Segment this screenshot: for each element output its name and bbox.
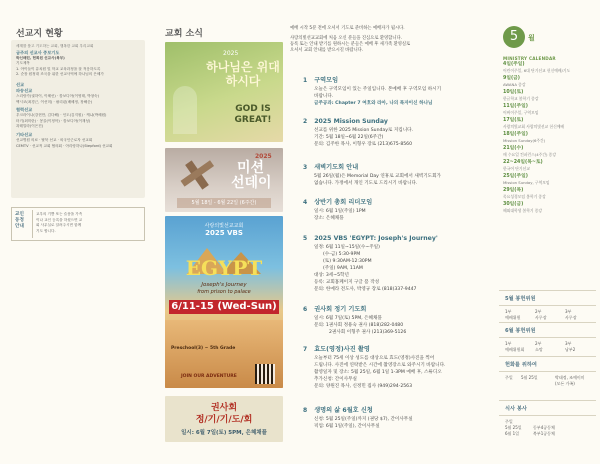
poster1-main-title: 하나님은 위대하시다	[206, 60, 280, 88]
item6-num: 6	[303, 306, 308, 313]
flower-service	[499, 356, 596, 387]
cell: 3부	[565, 309, 572, 314]
offering-june-title: 6월 봉헌위원	[505, 328, 536, 334]
calendar-event	[503, 146, 595, 157]
cell: 2부	[535, 341, 542, 346]
poster1-figure-shape	[173, 86, 197, 134]
cell: 주일	[505, 375, 513, 380]
member-notice-label: 교인 동정 안내	[15, 212, 24, 229]
event-desc: Mission Sunday(6주간)	[503, 138, 546, 143]
calendar-event	[503, 104, 595, 115]
poster2-title-line1: 미션	[237, 160, 265, 176]
cell: 2부	[535, 309, 542, 314]
poster3-title: EGYPT	[185, 256, 263, 280]
event-date: 22~24일(목~토)	[503, 160, 543, 165]
event-desc: 한글학교 봄학기 종강	[503, 96, 539, 101]
item6-l2: 문의: 1권사회 정용숙 권사 (818)282-0480	[314, 323, 404, 328]
announce-item-4	[303, 189, 495, 222]
flower-title: 헌화를 위하여	[505, 362, 537, 368]
item5-title: 2025 VBS 'EGYPT: Joseph's Journey'	[314, 235, 438, 242]
item7-title: 효도(영정)사진 촬영	[314, 346, 370, 353]
poster-mission-sunday[interactable]	[165, 148, 283, 212]
item2-l1: 선교를 위한 2025 Mission Sunday로 지킵니다.	[314, 128, 414, 133]
mission-sec1-title: 금주의 선교사 중보기도	[16, 49, 60, 55]
announce-intro1: 예배 시작 5분 전에 오셔서 기도로 준비하는 예배자가 됩시다.	[290, 26, 405, 31]
cell: 사무장	[535, 315, 547, 320]
announce-item-5	[303, 225, 495, 293]
poster2-year: 2025	[255, 153, 272, 160]
event-desc: AWANA 종강	[503, 82, 526, 87]
item8-num: 8	[303, 407, 308, 414]
poster2-title-line2: 선데이	[231, 175, 272, 191]
mission-sec4-l2: 터키(최미란) · 몽골(이정아) · 캄보디아(이재성)	[16, 118, 91, 123]
cell: 1부	[505, 309, 512, 314]
item1-num: 1	[303, 77, 308, 84]
calendar-event	[503, 132, 595, 143]
announce-intro4: 오셔서 교회 안내를 받으시길 바랍니다.	[290, 48, 364, 53]
item5-l5: 대상: 3세~5학년	[314, 273, 349, 278]
item4-l2: 장소: 은혜채플	[314, 216, 344, 221]
item2-l2: 기간: 5월 18일~6월 22일(6주간)	[314, 135, 384, 140]
item4-num: 4	[303, 199, 308, 206]
event-date: 21일(수)	[503, 146, 524, 151]
mission-sec1-p1: 1. 아이들이 유치원 및 학교 교육과정을 잘 적응하도록	[16, 66, 101, 71]
item7-l1: 오늘부터 75세 이상 성도를 대상으로 효도(영정)사진을 찍어	[314, 356, 435, 361]
event-desc: Mission Sunday, 구역모임	[503, 180, 550, 185]
offering-may-title: 5월 봉헌위원	[505, 296, 536, 302]
cell: 예배위원	[505, 315, 521, 320]
cell: 5월 25일	[521, 375, 538, 380]
cell: 남부2	[565, 347, 576, 352]
calendar-event	[503, 62, 595, 73]
announce-item-8	[303, 397, 495, 430]
event-date: 25일(주일)	[503, 174, 528, 179]
calendar-event	[503, 202, 595, 213]
cell: 사무장	[565, 315, 577, 320]
month-circle: 5	[503, 26, 525, 48]
calendar-list	[503, 62, 595, 213]
meal-title: 식사 봉사	[505, 406, 527, 412]
member-notice-text2: 이나 교인 등록을 하셨으면 교	[36, 217, 83, 222]
event-desc: 한국어 단기선교	[503, 166, 530, 171]
poster3-age: Preschool(3) ~ 5th Grade	[171, 346, 236, 351]
cell: 5월 25일	[505, 425, 522, 430]
calendar-event	[503, 90, 595, 101]
poster3-sub1: Joseph's Journey	[201, 282, 247, 288]
item1-l1: 오늘은 구역모임이 있는 주일입니다. 본예배 후 구역모임 하시기	[314, 87, 442, 92]
cell: 박태정, 조예이미	[555, 375, 585, 380]
event-date: 4일(주일)	[503, 62, 525, 67]
item2-title: 2025 Mission Sunday	[314, 118, 388, 125]
member-notice-text3: 회 사무실로 알려주시면 함께	[36, 223, 82, 228]
divider	[499, 371, 596, 372]
poster3-date: 6/11-15 (Wed-Sun)	[169, 300, 279, 314]
cell: 주일	[505, 419, 513, 424]
poster1-year: 2025	[223, 50, 239, 57]
item5-l6: 등록: 교회홈페이지 구글 폼 작성	[314, 280, 380, 285]
member-notice-text4: 기도 합니다.	[36, 228, 56, 233]
member-notice-box	[11, 207, 145, 241]
item5-l3: (토) 9:30AM-12:30PM	[323, 259, 372, 264]
mission-intro: 세계를 품고 기도하는 교회, 행복한 교회 우리교회	[16, 44, 94, 48]
divider	[499, 305, 596, 306]
item7-l3: 촬영일자 및 장소: 5월 25일, 6월 1일 1-3PM 예배 후, 스튜디오	[314, 370, 442, 375]
mission-sec5-title: 기타선교	[16, 131, 33, 137]
event-date: 17일(토)	[503, 118, 524, 123]
item6-l1: 일시: 6월 7일(토) 5PM, 은혜채플	[314, 316, 382, 321]
item5-l4: (주일) 9AM, 11AM	[323, 266, 363, 271]
offering-may	[499, 290, 596, 321]
event-desc: 사랑의빛교회 사랑의빛선교 헌신예배	[503, 124, 565, 129]
item3-num: 3	[303, 164, 308, 171]
qr-code-icon[interactable]	[255, 364, 275, 384]
item5-num: 5	[303, 235, 308, 242]
mission-sec3-l2: 멕시코(최경근, 이선미) · 필리핀(배혜정, 장해순)	[16, 99, 93, 104]
poster3-church: 사랑의빛선교교회	[204, 223, 244, 229]
divider	[499, 415, 596, 416]
item3-title: 새벽기도회 안내	[314, 164, 359, 171]
item2-l3: 문의: 김주한 목사, 이형우 장로 (213)675-8560	[314, 142, 413, 147]
mission-sec4-title: 협력선교	[16, 107, 33, 113]
poster-god-is-great[interactable]	[165, 42, 283, 142]
divider	[499, 322, 596, 323]
member-notice-text1: 교우의 기쁨 또는 슬픔을 가족	[36, 212, 83, 216]
poster3-sub2: from prison to palace	[197, 289, 251, 295]
divider	[499, 290, 596, 291]
announce-item-7	[303, 336, 495, 390]
event-desc: 어린이주일, 6대 단기선교 헌신예배/기도	[503, 68, 571, 73]
mission-sec1-names: 박신배린, 현희원 선교사(북부)	[16, 55, 65, 60]
item5-l1: 일정: 6월 11일~15일(수~주일)	[314, 245, 380, 250]
calendar-event	[503, 160, 595, 171]
event-date: 30일(금)	[503, 202, 524, 207]
item3-l1: 5월 26일(월)은 Memorial Day 연휴로 교회에서 새벽기도회가	[314, 174, 441, 179]
item8-l2: 픽업: 6월 1일(주일), 간이사무실	[314, 424, 380, 429]
announce-intro2: 사랑의빛선교교회에 처음 오신 분들을 진심으로 환영합니다.	[290, 36, 402, 41]
cell: 동부4공동체	[533, 425, 555, 430]
meal-service	[499, 400, 596, 437]
event-date: 9일(금)	[503, 76, 520, 81]
mission-sec3-l1: 스리랑카(권하이, 이혜선) · 캄보디아(이영태, 박창숙)	[16, 93, 100, 98]
mission-sec5-l2: CEMTV · 선교적 교회 협의회 · 아리랑하나(Stepford) 선교회	[16, 143, 113, 148]
month-label: 월	[528, 34, 535, 42]
mission-sec1-label: 기도제목	[16, 61, 30, 66]
poster1-subtitle: GOD IS GREAT!	[234, 104, 272, 125]
item7-l5: 문의: 양원진 목사, 신정민 집사 (949)294-2563	[314, 384, 413, 389]
announce-intro3: 등록 또는 안내 받기를 원하시는 분들은 예배 후 새가족 환영실로	[290, 42, 411, 47]
cell: 1부	[505, 341, 512, 346]
poster3-vbs: 2025 VBS	[205, 229, 243, 237]
item5-l2: (수-금) 5:30-9PM	[323, 252, 361, 257]
event-desc: 어버이주일, 구역모임	[503, 110, 539, 115]
mission-sec5-l1: 선교병원 의료 · 탈북 선교 · 외국인근로자 선교회	[16, 137, 93, 142]
right-column	[495, 0, 600, 464]
poster2-date: 5월 18일 - 6월 22일 (6주간)	[177, 198, 271, 208]
announce-item-3	[303, 154, 495, 187]
poster4-date: 일시: 6월 7일(토) 5PM, 은혜채플	[181, 430, 267, 436]
calendar-event	[503, 76, 595, 87]
mission-sec4-l3: 과테말라(이은진)	[16, 124, 44, 129]
poster4-title1: 권사회	[210, 403, 238, 413]
divider	[499, 356, 596, 357]
mission-panel	[11, 40, 145, 198]
mission-sec2-title: 선교	[16, 81, 25, 87]
item6-title: 권사회 정기 기도회	[314, 306, 367, 313]
divider	[499, 400, 596, 401]
item4-l1: 일시: 6월 1일(주일) 1PM	[314, 209, 366, 214]
item8-title: 생명의 삶 6월호 신청	[314, 407, 373, 414]
item7-num: 7	[303, 346, 308, 353]
cell: 북부1공동체	[533, 431, 555, 436]
cell: (모든 가족)	[555, 381, 575, 386]
cell	[521, 381, 555, 387]
event-date: 18일(주일)	[503, 132, 528, 137]
news-title: 교회 소식	[165, 29, 203, 39]
announce-item-1	[303, 67, 495, 107]
item7-l4: 추가신청: 간이사무실	[314, 377, 357, 382]
poster-prayer-meeting[interactable]	[165, 396, 283, 442]
cell: 소망	[535, 347, 543, 352]
poster4-title2: 정/기/기/도/회	[195, 415, 253, 425]
item3-l2: 없습니다. 가정에서 개인 기도로 드리시기 바랍니다.	[314, 181, 418, 186]
item6-l3: 2권사회 이형주 권사 (213)369-5126	[329, 330, 407, 335]
item1-l3: 금주공과: Chapter 7 여호와 라아, 나의 목자이신 하나님	[314, 101, 433, 106]
divider	[499, 337, 596, 338]
cell: 6월 1일	[505, 431, 520, 436]
event-desc: 매 수요일 컨퍼런스(4주간) 종강	[503, 152, 557, 157]
event-date: 10일(토)	[503, 90, 524, 95]
mission-sec4-l1: 우크라이나(강현만, 김다해) · 인도(김지원) · 케냐(박혜원)	[16, 113, 107, 118]
announce-item-2	[303, 108, 495, 148]
item7-l2: 드립니다. 사진에 연락받은 시간에 촬영장소로 와주시기 바랍니다.	[314, 363, 446, 368]
item5-l7: 문의: 한예라 전도사, 박영규 장로 (818)337-9447	[314, 287, 417, 292]
cell	[505, 381, 521, 387]
cell: 예배위원회	[505, 347, 525, 352]
mission-sec3-title: 파송선교	[16, 87, 33, 93]
item1-title: 구역모임	[314, 77, 339, 84]
cell: 3부	[565, 341, 572, 346]
mission-sec1-p2: 2. 순장 원정대 조국을 위한 선교사역에 하나님의 은혜가	[16, 72, 104, 77]
cross-icon	[175, 156, 225, 190]
item2-num: 2	[303, 118, 308, 125]
calendar-title: MINISTRY CALENDAR	[503, 56, 556, 61]
member-notice-divider	[32, 210, 33, 238]
item1-l2: 바랍니다.	[314, 94, 334, 99]
event-date: 29일(목)	[503, 188, 524, 193]
event-date: 11일(주일)	[503, 104, 528, 109]
offering-june	[499, 322, 596, 353]
item4-title: 상반기 총회 리더모임	[314, 199, 373, 206]
poster3-join: JOIN OUR ADVENTURE	[181, 374, 237, 379]
calendar-event	[503, 118, 595, 129]
event-desc: 목요성경모임 봄학기 종강	[503, 194, 546, 199]
announcements	[290, 26, 490, 54]
calendar-event	[503, 188, 595, 199]
calendar-event	[503, 174, 595, 185]
left-title: 선교지 현황	[16, 29, 63, 39]
announce-item-6	[303, 296, 495, 336]
poster-vbs-egypt[interactable]	[165, 216, 283, 388]
item8-l1: 신청: 5월 25일(주일)까지 (권당 $7), 간이사무실	[314, 417, 413, 422]
event-desc: 해외대학생 봄학기 종강	[503, 208, 543, 213]
